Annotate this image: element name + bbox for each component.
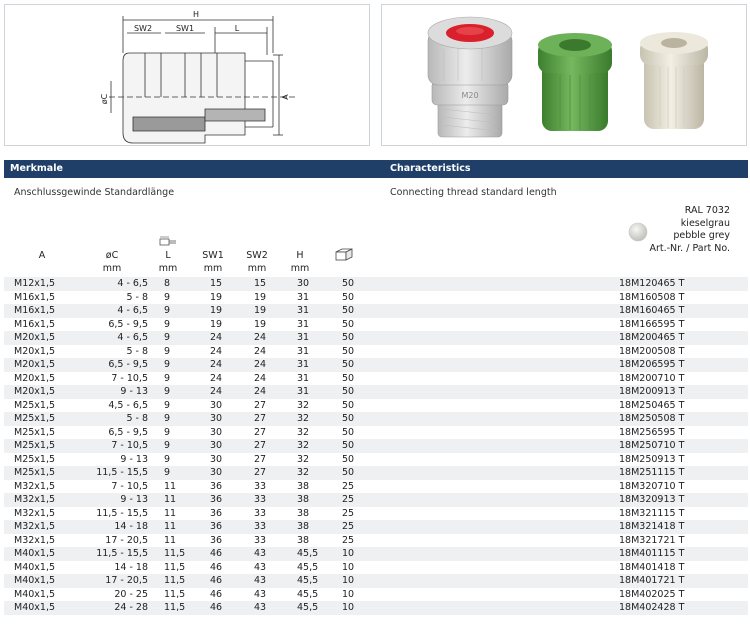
table-row — [4, 534, 748, 548]
product-photo-panel — [381, 4, 747, 146]
cell-length: 11 — [164, 534, 177, 546]
cell-pack-qty: 50 — [342, 386, 355, 397]
cell-sw2: 24 — [254, 332, 267, 343]
cell-cable-diameter: 11,5 - 15,5 — [96, 507, 148, 519]
cell-sw2: 19 — [254, 318, 267, 330]
cell-part-number: 18M250465 T — [619, 399, 685, 411]
cell-length: 11 — [164, 494, 177, 505]
cell-sw2: 27 — [254, 426, 267, 438]
cell-part-number: 18M206595 T — [619, 359, 685, 370]
cell-part-number: 18M321115 T — [619, 507, 685, 519]
cell-sw1: 30 — [210, 453, 223, 465]
cell-thread: M16x1,5 — [14, 318, 56, 330]
cell-part-number: 18M401115 T — [619, 548, 685, 559]
cell-cable-diameter: 6,5 - 9,5 — [108, 426, 148, 438]
cell-cable-diameter: 24 - 28 — [114, 602, 148, 613]
cell-cable-diameter: 11,5 - 15,5 — [96, 548, 148, 559]
cell-thread: M40x1,5 — [14, 548, 56, 559]
cell-sw1: 30 — [210, 467, 223, 478]
cell-height: 31 — [297, 305, 310, 316]
cell-height: 32 — [297, 467, 310, 478]
product-table — [4, 277, 748, 615]
table-row — [4, 601, 748, 615]
cell-cable-diameter: 6,5 - 9,5 — [108, 359, 148, 370]
cell-thread: M40x1,5 — [14, 561, 56, 573]
pebble-grey-cable-gland-photo — [640, 32, 708, 129]
table-row — [4, 345, 748, 359]
table-row — [4, 318, 748, 332]
cell-part-number: 18M160508 T — [619, 291, 685, 303]
table-row — [4, 453, 748, 467]
cell-part-number: 18M120465 T — [619, 278, 685, 289]
cell-length: 9 — [164, 413, 171, 424]
thread-marking: M20 — [461, 91, 479, 100]
cell-cable-diameter: 14 - 18 — [114, 561, 148, 573]
dim-dc-label: øC — [100, 93, 109, 105]
col-header-dc-unit: mm — [102, 263, 122, 274]
cell-pack-qty: 50 — [342, 332, 355, 343]
cell-height: 31 — [297, 372, 310, 384]
cell-height: 45,5 — [297, 588, 319, 600]
cell-thread: M25x1,5 — [14, 440, 56, 451]
table-row — [4, 372, 748, 386]
cell-height: 31 — [297, 359, 310, 370]
cell-thread: M40x1,5 — [14, 588, 56, 600]
cell-sw1: 24 — [210, 386, 223, 397]
cell-height: 31 — [297, 345, 310, 357]
cell-part-number: 18M200913 T — [619, 386, 685, 397]
cell-pack-qty: 50 — [342, 399, 355, 411]
cell-sw1: 24 — [210, 345, 223, 357]
cell-pack-qty: 50 — [342, 305, 355, 316]
cell-pack-qty: 50 — [342, 291, 355, 303]
cell-sw2: 27 — [254, 467, 267, 478]
cell-sw1: 19 — [210, 318, 223, 330]
cell-sw2: 15 — [254, 278, 267, 289]
cell-thread: M40x1,5 — [14, 602, 56, 613]
color-name-de: kieselgrau — [680, 217, 730, 229]
cell-part-number: 18M401721 T — [619, 575, 685, 586]
cell-height: 32 — [297, 426, 310, 438]
cell-height: 38 — [297, 521, 310, 532]
cell-sw1: 46 — [210, 588, 223, 600]
cell-sw2: 33 — [254, 521, 267, 532]
cell-sw1: 19 — [210, 291, 223, 303]
cell-sw2: 43 — [254, 602, 267, 613]
cell-length: 9 — [164, 332, 171, 343]
cell-thread: M20x1,5 — [14, 372, 56, 384]
cell-sw2: 33 — [254, 534, 267, 546]
cell-part-number: 18M320913 T — [619, 494, 685, 505]
cell-length: 11,5 — [164, 561, 186, 573]
color-swatch-icon — [628, 222, 648, 246]
cell-part-number: 18M401418 T — [619, 561, 685, 573]
cell-length: 9 — [164, 359, 171, 370]
cell-height: 45,5 — [297, 602, 319, 613]
cell-cable-diameter: 5 - 8 — [126, 345, 148, 357]
cell-height: 30 — [297, 278, 310, 289]
cell-thread: M16x1,5 — [14, 291, 56, 303]
table-row — [4, 520, 748, 534]
cell-part-number: 18M402025 T — [619, 588, 685, 600]
table-row — [4, 439, 748, 453]
cell-cable-diameter: 11,5 - 15,5 — [96, 467, 148, 478]
color-name-en: pebble grey — [673, 230, 730, 241]
cell-height: 31 — [297, 291, 310, 303]
cell-sw2: 27 — [254, 413, 267, 424]
cable-gland-drawing — [5, 5, 371, 147]
cell-part-number: 18M320710 T — [619, 480, 685, 492]
cell-part-number: 18M250913 T — [619, 453, 685, 465]
cell-sw2: 27 — [254, 440, 267, 451]
dim-a-label: A — [281, 94, 290, 100]
cell-height: 45,5 — [297, 561, 319, 573]
cell-height: 38 — [297, 507, 310, 519]
cell-pack-qty: 50 — [342, 278, 355, 289]
cell-cable-diameter: 6,5 - 9,5 — [108, 318, 148, 330]
cell-sw2: 33 — [254, 480, 267, 492]
cell-cable-diameter: 4 - 6,5 — [117, 332, 148, 343]
cell-pack-qty: 50 — [342, 372, 355, 384]
cell-pack-qty: 50 — [342, 426, 355, 438]
cell-sw1: 30 — [210, 399, 223, 411]
cell-thread: M32x1,5 — [14, 480, 56, 492]
cell-part-number: 18M250710 T — [619, 440, 685, 451]
part-number-header: Art.-Nr. / Part No. — [649, 242, 730, 254]
color-column-header — [600, 205, 730, 255]
length-icon — [156, 236, 180, 250]
table-row — [4, 561, 748, 575]
table-row — [4, 304, 748, 318]
cell-pack-qty: 10 — [342, 548, 355, 559]
table-row — [4, 426, 748, 440]
cell-thread: M32x1,5 — [14, 494, 56, 505]
col-header-l: L — [165, 250, 171, 261]
cell-height: 32 — [297, 440, 310, 451]
table-row — [4, 574, 748, 588]
cell-sw2: 19 — [254, 305, 267, 316]
cell-thread: M25x1,5 — [14, 399, 56, 411]
cell-sw1: 36 — [210, 507, 223, 519]
cell-sw1: 46 — [210, 575, 223, 586]
table-row — [4, 466, 748, 480]
cell-length: 11,5 — [164, 575, 186, 586]
cell-cable-diameter: 4 - 6,5 — [117, 278, 148, 289]
cell-height: 32 — [297, 453, 310, 465]
cell-thread: M16x1,5 — [14, 305, 56, 316]
cell-pack-qty: 10 — [342, 575, 355, 586]
cell-pack-qty: 50 — [342, 318, 355, 330]
table-row — [4, 385, 748, 399]
col-header-sw2-unit: mm — [247, 263, 267, 274]
cell-sw2: 33 — [254, 494, 267, 505]
cell-height: 31 — [297, 332, 310, 343]
col-header-h: H — [296, 250, 304, 261]
cell-height: 32 — [297, 399, 310, 411]
table-row — [4, 480, 748, 494]
table-row — [4, 493, 748, 507]
cell-pack-qty: 50 — [342, 453, 355, 465]
cell-length: 9 — [164, 399, 171, 411]
cell-height: 38 — [297, 480, 310, 492]
cell-sw2: 24 — [254, 386, 267, 397]
header-title-en: Characteristics — [390, 163, 471, 174]
cell-height: 38 — [297, 534, 310, 546]
cell-length: 9 — [164, 345, 171, 357]
dim-l-label: L — [234, 24, 240, 33]
grey-cable-gland-photo — [428, 17, 512, 137]
cell-thread: M32x1,5 — [14, 534, 56, 546]
cell-sw2: 24 — [254, 345, 267, 357]
cell-part-number: 18M200710 T — [619, 372, 685, 384]
table-row — [4, 412, 748, 426]
cell-sw1: 36 — [210, 494, 223, 505]
cell-pack-qty: 50 — [342, 413, 355, 424]
cell-sw1: 24 — [210, 372, 223, 384]
cell-sw1: 24 — [210, 332, 223, 343]
product-photos — [382, 5, 748, 147]
header-title-de: Merkmale — [10, 163, 63, 174]
cell-sw2: 43 — [254, 561, 267, 573]
technical-drawing-panel — [4, 4, 370, 146]
cell-thread: M20x1,5 — [14, 386, 56, 397]
table-row — [4, 399, 748, 413]
cell-thread: M25x1,5 — [14, 467, 56, 478]
cell-cable-diameter: 17 - 20,5 — [105, 575, 148, 586]
cell-thread: M32x1,5 — [14, 507, 56, 519]
col-header-dc: øC — [105, 250, 119, 261]
cell-cable-diameter: 9 - 13 — [120, 386, 148, 397]
cell-length: 9 — [164, 318, 171, 330]
cell-sw2: 24 — [254, 359, 267, 370]
cell-sw2: 27 — [254, 453, 267, 465]
col-header-l-unit: mm — [158, 263, 178, 274]
cell-length: 11 — [164, 480, 177, 492]
cell-part-number: 18M250508 T — [619, 413, 685, 424]
cell-pack-qty: 50 — [342, 440, 355, 451]
cell-cable-diameter: 20 - 25 — [114, 588, 148, 600]
cell-cable-diameter: 7 - 10,5 — [111, 372, 148, 384]
cell-cable-diameter: 5 - 8 — [126, 413, 148, 424]
cell-pack-qty: 50 — [342, 467, 355, 478]
cell-sw2: 43 — [254, 588, 267, 600]
cell-sw1: 36 — [210, 480, 223, 492]
cell-thread: M25x1,5 — [14, 413, 56, 424]
cell-height: 31 — [297, 386, 310, 397]
cell-height: 45,5 — [297, 548, 319, 559]
cell-length: 11,5 — [164, 588, 186, 600]
cell-height: 32 — [297, 413, 310, 424]
cell-sw1: 46 — [210, 561, 223, 573]
cell-sw1: 30 — [210, 440, 223, 451]
cell-part-number: 18M200508 T — [619, 345, 685, 357]
cell-sw1: 24 — [210, 359, 223, 370]
col-header-sw1: SW1 — [202, 250, 224, 261]
cell-sw2: 33 — [254, 507, 267, 519]
col-header-sw1-unit: mm — [203, 263, 223, 274]
dim-sw1-label: SW1 — [175, 24, 195, 33]
cell-sw1: 30 — [210, 413, 223, 424]
cell-part-number: 18M200465 T — [619, 332, 685, 343]
cell-sw2: 19 — [254, 291, 267, 303]
cell-part-number: 18M402428 T — [619, 602, 685, 613]
cell-length: 8 — [164, 278, 171, 289]
cell-length: 9 — [164, 291, 171, 303]
cell-length: 11,5 — [164, 602, 186, 613]
green-cable-gland-photo — [538, 33, 612, 131]
cell-sw2: 24 — [254, 372, 267, 384]
cell-cable-diameter: 4 - 6,5 — [117, 305, 148, 316]
cell-height: 45,5 — [297, 575, 319, 586]
cell-part-number: 18M251115 T — [619, 467, 685, 478]
cell-length: 11,5 — [164, 548, 186, 559]
cell-sw2: 43 — [254, 548, 267, 559]
subtitle-en: Connecting thread standard length — [390, 187, 557, 198]
cell-height: 38 — [297, 494, 310, 505]
col-header-sw2: SW2 — [246, 250, 268, 261]
cell-length: 9 — [164, 305, 171, 316]
cell-part-number: 18M256595 T — [619, 426, 685, 438]
cell-pack-qty: 25 — [342, 521, 355, 532]
cell-thread: M32x1,5 — [14, 521, 56, 532]
table-row — [4, 277, 748, 291]
cell-pack-qty: 25 — [342, 494, 355, 505]
cell-cable-diameter: 14 - 18 — [114, 521, 148, 532]
cell-thread: M25x1,5 — [14, 426, 56, 438]
cell-length: 9 — [164, 426, 171, 438]
cell-length: 9 — [164, 467, 171, 478]
cell-thread: M12x1,5 — [14, 278, 56, 289]
table-row — [4, 331, 748, 345]
cell-pack-qty: 25 — [342, 480, 355, 492]
cell-length: 11 — [164, 507, 177, 519]
table-row — [4, 358, 748, 372]
cell-thread: M40x1,5 — [14, 575, 56, 586]
cell-pack-qty: 10 — [342, 602, 355, 613]
cell-sw1: 15 — [210, 278, 223, 289]
cell-sw2: 27 — [254, 399, 267, 411]
cell-cable-diameter: 7 - 10,5 — [111, 440, 148, 451]
cell-pack-qty: 10 — [342, 561, 355, 573]
cell-thread: M20x1,5 — [14, 359, 56, 370]
cell-cable-diameter: 7 - 10,5 — [111, 480, 148, 492]
table-row — [4, 507, 748, 521]
cell-length: 9 — [164, 440, 171, 451]
cell-pack-qty: 25 — [342, 534, 355, 546]
cell-length: 9 — [164, 386, 171, 397]
cell-sw1: 46 — [210, 548, 223, 559]
cell-sw1: 19 — [210, 305, 223, 316]
subtitle-de: Anschlussgewinde Standardlänge — [14, 187, 175, 198]
cell-sw1: 36 — [210, 521, 223, 532]
cell-thread: M20x1,5 — [14, 332, 56, 343]
cell-height: 31 — [297, 318, 310, 330]
cell-length: 11 — [164, 521, 177, 532]
col-header-a: A — [38, 250, 46, 261]
table-row — [4, 588, 748, 602]
cell-part-number: 18M160465 T — [619, 305, 685, 316]
cell-length: 9 — [164, 453, 171, 465]
cell-cable-diameter: 9 - 13 — [120, 453, 148, 465]
cell-thread: M25x1,5 — [14, 453, 56, 465]
section-header-bar — [4, 160, 748, 178]
cell-pack-qty: 50 — [342, 359, 355, 370]
color-ral-code: RAL 7032 — [684, 205, 730, 216]
cell-part-number: 18M321418 T — [619, 521, 685, 532]
table-row — [4, 291, 748, 305]
cell-cable-diameter: 5 - 8 — [126, 291, 148, 303]
cell-sw2: 43 — [254, 575, 267, 586]
col-header-h-unit: mm — [290, 263, 310, 274]
cell-part-number: 18M166595 T — [619, 318, 685, 330]
cell-pack-qty: 50 — [342, 345, 355, 357]
cell-length: 9 — [164, 372, 171, 384]
cell-part-number: 18M321721 T — [619, 534, 685, 546]
cell-cable-diameter: 17 - 20,5 — [105, 534, 148, 546]
dim-h-label: H — [192, 10, 200, 19]
table-row — [4, 547, 748, 561]
cell-thread: M20x1,5 — [14, 345, 56, 357]
package-icon — [333, 248, 355, 264]
dim-sw2-label: SW2 — [133, 24, 153, 33]
cell-cable-diameter: 4,5 - 6,5 — [108, 399, 148, 411]
cell-pack-qty: 10 — [342, 588, 355, 600]
cell-sw1: 46 — [210, 602, 223, 613]
cell-pack-qty: 25 — [342, 507, 355, 519]
cell-sw1: 30 — [210, 426, 223, 438]
cell-sw1: 36 — [210, 534, 223, 546]
cell-cable-diameter: 9 - 13 — [120, 494, 148, 505]
